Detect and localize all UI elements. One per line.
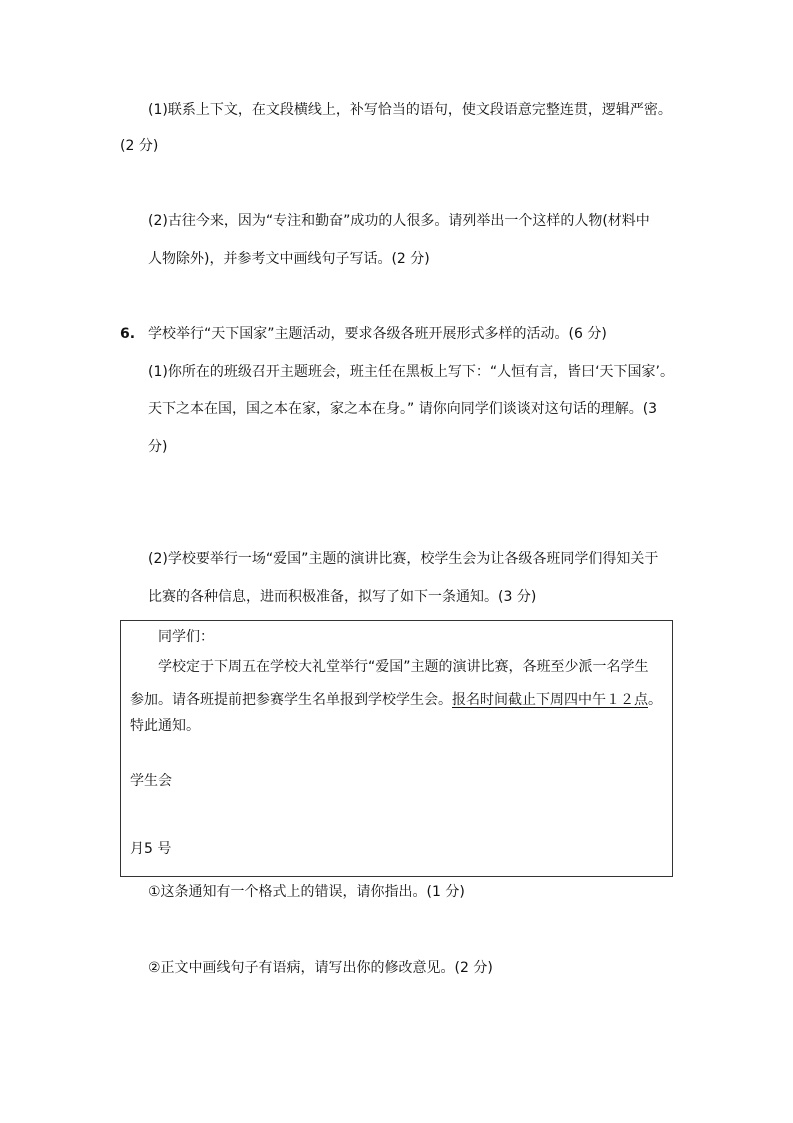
q6-part2-line1: (2)学校要举行一场“爱国”主题的演讲比赛，校学生会为让各级各班同学们得知关于 [148, 551, 659, 567]
q6-sub1: ①这条通知有一个格式上的错误，请你指出。(1 分) [148, 884, 465, 900]
notice-greeting: 同学们： [158, 629, 214, 645]
q6-part1-line2: 天下之本在国，国之本在家，家之本在身。” 请你向同学们谈谈对这句话的理解。(3 [148, 401, 658, 417]
notice-body-line2-plain: 参加。请各班提前把参赛学生名单报到学校学生会。 [130, 692, 452, 708]
notice-body-line2-end: 。 [648, 692, 662, 708]
notice-underlined-sentence: 报名时间截止下周四中午１２点 [452, 692, 648, 708]
q6-sub2: ②正文中画线句子有语病，请写出你的修改意见。(2 分) [148, 960, 493, 976]
notice-body-line2 [130, 690, 662, 710]
notice-date: 月5 号 [130, 841, 172, 857]
q5-part1-text: (1)联系上下文，在文段横线上，补写恰当的语句，使文段语意完整连贯，逻辑严密。 [148, 102, 672, 118]
notice-closing: 特此通知。 [130, 718, 200, 734]
notice-body-line1: 学校定于下周五在学校大礼堂举行“爱国”主题的演讲比赛，各班至少派一名学生 [158, 659, 649, 675]
q5-part2-line1: (2)古往今来，因为“专注和勤奋”成功的人很多。请列举出一个这样的人物(材料中 [148, 213, 650, 229]
notice-signature: 学生会 [130, 773, 172, 789]
q6-part2-line2: 比赛的各种信息，进而积极准备，拟写了如下一条通知。(3 分) [148, 589, 537, 605]
notice-box [120, 620, 673, 877]
q6-part1-line3: 分) [148, 439, 168, 455]
q6-number: 6. [120, 326, 136, 342]
q5-part1-score: (2 分) [120, 138, 159, 154]
q6-part1-line1: (1)你所在的班级召开主题班会，班主任在黑板上写下：“人恒有言，皆曰‘天下国家’。 [148, 364, 674, 380]
q6-stem: 学校举行“天下国家”主题活动，要求各级各班开展形式多样的活动。(6 分) [148, 326, 607, 342]
q5-part2-line2: 人物除外)，并参考文中画线句子写话。(2 分) [148, 251, 430, 267]
